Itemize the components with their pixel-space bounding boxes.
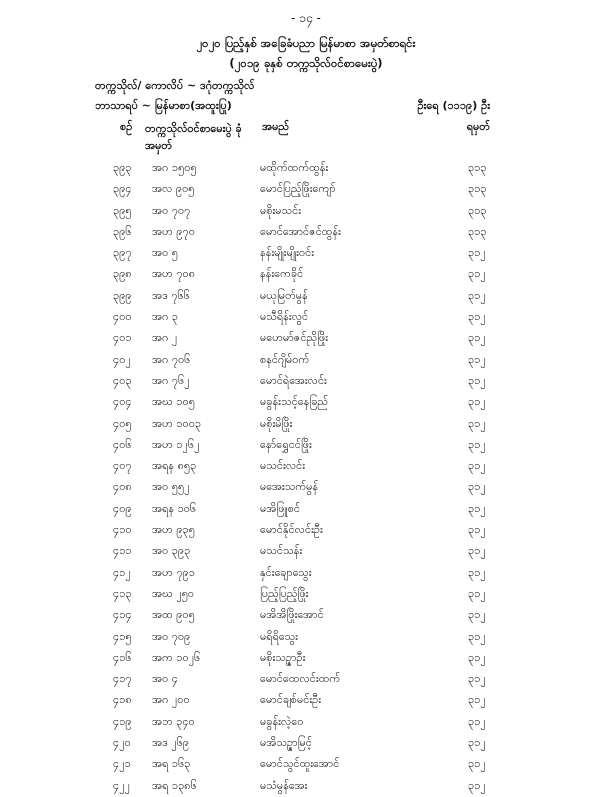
row-number: ၃၉၅ [113,203,132,217]
student-name: မအေးသက်မွန် [260,480,319,494]
table-row [0,669,612,690]
page-number: - ၁၄ - [291,11,321,25]
student-name: မအိအိဖြိုးအောင် [260,608,324,622]
row-number: ၄၀၆ [113,437,132,451]
student-name: နန်းမျိုးမျိုးဝင်း [260,246,315,260]
roll-number: အဂ ၇၆၂ [152,373,190,387]
table-row [0,456,612,477]
marks: ၃၁၂ [468,480,486,494]
table-row [0,201,612,222]
row-number: ၄၁၈ [113,693,132,707]
document-title: ၂၀၂၀ ပြည့်နှစ် အခြေခံပညာ မြန်မာစာ အမှတ်စာရင်း [196,36,416,50]
row-number: ၃၉၇ [113,246,132,260]
marks: ၃၁၂ [468,757,486,771]
roll-number: အရ ၁၆၃ [152,757,191,771]
marks: ၃၁၂ [468,565,486,579]
table-row [0,520,612,541]
student-name: နော်ရွှေငင်ဖြိုး [260,437,312,451]
student-name: မောင်နိုင်လင်းဦး [260,523,323,537]
table-row [0,477,612,498]
header-roll-number: တက္ကသိုလ်ဝင်စာမေးပွဲ ခုံအမှတ် [145,122,242,152]
marks: ၃၁၂ [468,373,486,387]
marks: ၃၁၂ [468,352,486,366]
student-name: နှင်းချောသွေး [260,565,312,579]
marks: ၃၁၂ [468,310,486,324]
marks: ၃၁၂ [468,629,486,643]
marks: ၃၁၂ [468,672,486,686]
student-name: မအိဖြူစင် [260,501,300,515]
document-subtitle: (၂၀၁၉ ခုနှစ် တက္ကသိုလ်ဝင်စာမေးပွဲ) [229,56,383,70]
row-number: ၄၁၀ [113,523,132,537]
marks: ၃၁၂ [468,650,486,664]
student-name: မဟေမာ်ဇင်ညိုဖြိုး [260,331,329,345]
row-number: ၄၂၁ [113,757,131,771]
table-row [0,222,612,243]
roll-number: အဟ ၉၇၀ [152,224,195,238]
table-row [0,754,612,775]
row-number: ၄၁၁ [113,544,132,558]
marks: ၃၁၂ [468,586,486,600]
roll-number: အဂ ၂၀၀ [152,693,190,707]
roll-number: အဂ ၁၅၀၅ [152,161,197,174]
student-name: မသီရိန်းလွင် [260,310,309,324]
row-number: ၃၉၃ [113,161,132,174]
table-row [0,243,612,264]
student-name: မခွန်းသင့်နေခြည် [260,395,329,409]
table-row [0,499,612,520]
table-header [0,120,612,154]
student-name: မရိရိသွေး [260,629,298,643]
table-row [0,350,612,371]
row-number: ၄၀၈ [113,480,132,494]
roll-number: အဂ ၂ [152,331,178,345]
table-row [0,627,612,648]
student-name: မသံမွန်အေး [260,778,308,792]
student-name: မောင်သွင်ထူးအောင် [260,757,340,771]
marks: ၃၁၂ [468,736,486,750]
roll-number: အဒ ၇၆၆ [152,288,190,302]
marks: ၃၁၂ [468,544,486,558]
table-row [0,307,612,328]
marks: ၃၁၃ [468,182,487,196]
roll-number: အဟ ၇၉၁ [152,565,195,579]
table-row [0,712,612,733]
table-row [0,414,612,435]
roll-number: အဝ ၅၅၂ [152,480,190,494]
table-row [0,690,612,711]
marks: ၃၁၂ [468,608,486,622]
marks: ၃၁၂ [468,501,486,515]
subject-label: ဘာသာရပ် ~ မြန်မာစာ(အထူးပြု) [95,99,232,112]
header-name: အမည် [262,120,290,133]
table-row [0,776,612,797]
marks: ၃၁၂ [468,331,486,345]
row-number: ၄၀၃ [113,373,132,387]
student-name: မထိုက်ထက်ထွန်း [260,161,329,174]
student-name: မောင်ချစ်မင်းဦး [260,693,322,707]
table-row [0,605,612,626]
row-number: ၄၁၇ [113,672,132,686]
row-number: ၄၁၄ [113,608,132,622]
row-number: ၃၉၈ [113,267,132,281]
roll-number: အဂ ၇၀၆ [152,352,191,366]
roll-number: အဃ ၁၀၅ [152,395,195,409]
roll-number: အဟ ၉၃၅ [152,523,195,537]
student-name: မသင်းလင်း [260,459,306,473]
student-name: မစိုးသဉ္ဇာဦး [260,650,306,664]
roll-number: အဟ ၁၂၆၂ [152,437,200,451]
row-number: ၃၉၉ [113,288,132,302]
table-row [0,392,612,413]
roll-number: အထ ၉၀၅ [152,608,195,622]
roll-number: အက ၁၀၂၆ [152,650,201,664]
roll-number: အဝ ၃၉၃ [152,544,191,558]
student-name: မခွန်းလဲ့ဝေ [260,714,304,728]
marks: ၃၁၂ [468,246,486,260]
row-number: ၃၉၆ [113,224,132,238]
table-row [0,286,612,307]
marks: ၃၁၃ [468,161,487,174]
header-number: စဉ် [120,120,133,133]
row-number: ၄၀၂ [113,352,131,366]
roll-number: အဒ ၂၆၉ [152,736,190,750]
row-number: ၄၀၅ [113,416,132,430]
row-number: ၄၀၉ [113,501,132,515]
row-number: ၄၀၄ [113,395,132,409]
student-name: မောင်ထေလင်းထက် [260,672,341,686]
marks: ၃၁၃ [468,203,487,217]
row-number: ၃၉၄ [113,182,132,196]
results-table [0,158,612,797]
student-name: မောင်ပြည့်ဖြိုးကျော် [260,182,336,196]
student-name: မောင်အောင်ဇင်ထွန်း [260,224,341,238]
row-number: ၄၀၇ [113,459,132,473]
student-name: မယုမြတ်မွန် [260,288,308,302]
student-name: နန်းကေခိုင် [260,267,304,281]
row-number: ၄၂၂ [113,778,130,792]
roll-number: အဝ ၅ [152,246,178,260]
table-row [0,264,612,285]
roll-number: အရန ၈၅၃ [152,459,197,473]
marks: ၃၁၂ [468,714,486,728]
roll-number: အဃ ၂၅၀ [152,586,195,600]
table-row [0,328,612,349]
roll-number: အဟ ၁၀၀၃ [152,416,202,430]
row-number: ၄၁၆ [113,650,132,664]
roll-number: အဟ ၇၀၈ [152,267,196,281]
table-row [0,158,612,179]
marks: ၃၁၂ [468,459,486,473]
table-row [0,371,612,392]
roll-number: အရ ၁၃၈၆ [152,778,197,792]
roll-number: အဝ ၇၀၉ [152,629,191,643]
roll-number: အဝ ၇၀၇ [152,203,191,217]
table-row [0,563,612,584]
row-number: ၄၂၀ [113,736,131,750]
roll-number: အဂ ၃ [152,310,179,324]
marks: ၃၁၂ [468,416,486,430]
roll-number: အဘ ၃၄၀ [152,714,195,728]
university-label: တက္ကသိုလ်/ ကောလိပ် ~ ဒဂုံတက္ကသိုလ် [95,79,255,92]
roll-number: အလ ၉၀၅ [152,182,195,196]
marks: ၃၁၂ [468,778,486,792]
header-marks: ရမှတ် [466,120,490,133]
table-row [0,584,612,605]
table-row [0,179,612,200]
student-name: စနင်ဂျိမ်ဝက် [260,352,310,366]
student-name: မအိသဉ္ဇာမြင့် [260,736,312,750]
student-name: မသင်သန်း [260,544,303,558]
roll-number: အဝ ၄ [152,672,178,686]
row-number: ၄၁၃ [113,586,132,600]
row-number: ၄၁၂ [113,565,131,579]
table-row [0,541,612,562]
table-row [0,733,612,754]
row-number: ၄၀၁ [113,331,132,345]
student-name: မစိုးမသင်း [260,203,302,217]
student-count: ဦးရေ (၁၁၁၉) ဦး [417,99,490,112]
student-name: မောင်ရဲအေးလင်း [260,373,327,387]
marks: ၃၁၂ [468,693,486,707]
marks: ၃၁၂ [468,437,486,451]
row-number: ၄၁၉ [113,714,132,728]
row-number: ၄၁၅ [113,629,132,643]
marks: ၃၁၂ [468,288,486,302]
roll-number: အရန ၁၀၆ [152,501,197,515]
student-name: ပြည့်ပြည့်ဖြိုး [260,586,309,600]
marks: ၃၁၂ [468,523,486,537]
marks: ၃၁၂ [468,395,486,409]
row-number: ၄၀၀ [113,310,132,324]
marks: ၃၁၃ [468,224,487,238]
table-row [0,435,612,456]
student-name: မစိုးမိဖြိုး [260,416,293,430]
marks: ၃၁၂ [468,267,486,281]
table-row [0,648,612,669]
